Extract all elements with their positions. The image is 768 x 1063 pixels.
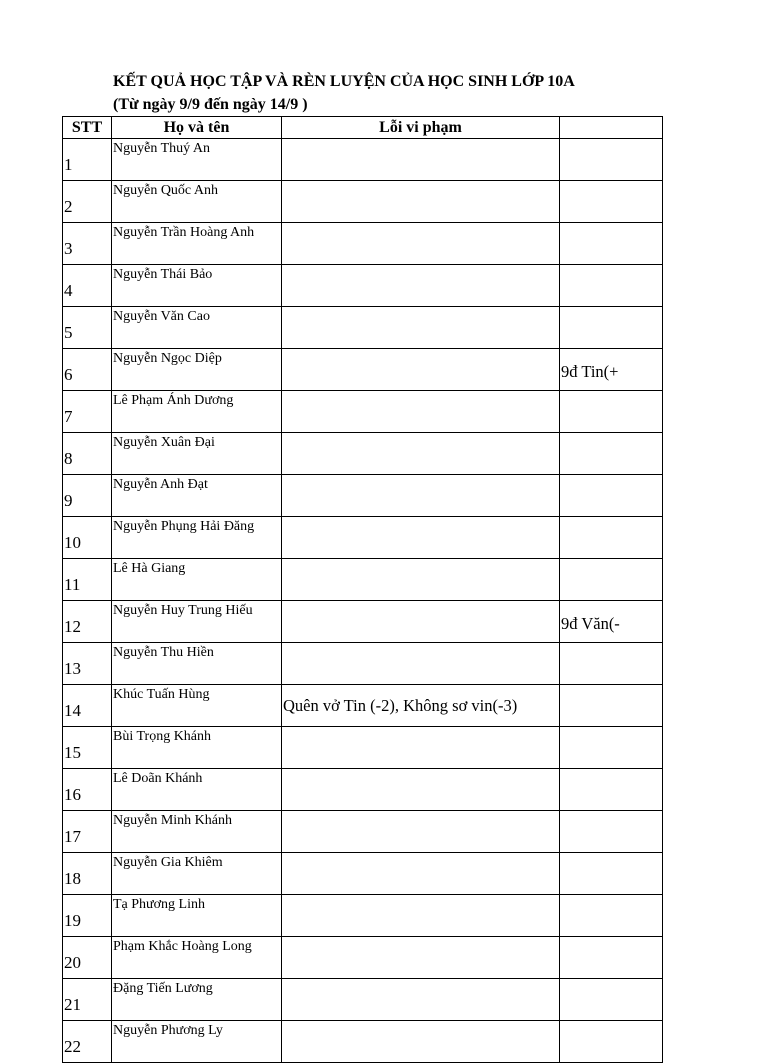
student-name-cell: Nguyễn Quốc Anh <box>112 181 282 223</box>
extra-cell <box>560 433 663 475</box>
extra-cell <box>560 139 663 181</box>
row-number-cell: 2 <box>63 181 112 223</box>
table-row <box>63 979 663 1021</box>
extra-cell <box>560 811 663 853</box>
violation-cell <box>282 307 560 349</box>
table-row <box>63 643 663 685</box>
document-title: KẾT QUẢ HỌC TẬP VÀ RÈN LUYỆN CỦA HỌC SINH LỚP 10A <box>113 73 575 90</box>
violation-cell <box>282 1021 560 1063</box>
student-name-cell: Lê Phạm Ánh Dương <box>112 391 282 433</box>
violation-cell <box>282 181 560 223</box>
row-number-cell: 19 <box>63 895 112 937</box>
row-number-cell: 18 <box>63 853 112 895</box>
table-row <box>63 769 663 811</box>
row-number-cell: 4 <box>63 265 112 307</box>
column-header-violation: Lỗi vi phạm <box>282 117 560 139</box>
violation-cell <box>282 265 560 307</box>
extra-cell <box>560 517 663 559</box>
student-name-cell: Nguyễn Phụng Hải Đăng <box>112 517 282 559</box>
student-name-cell: Nguyễn Thái Bảo <box>112 265 282 307</box>
row-number-cell: 15 <box>63 727 112 769</box>
violation-cell <box>282 643 560 685</box>
extra-cell: 9đ Văn(- <box>560 601 663 643</box>
violation-cell <box>282 517 560 559</box>
extra-cell <box>560 307 663 349</box>
extra-cell <box>560 685 663 727</box>
row-number-cell: 6 <box>63 349 112 391</box>
row-number-cell: 17 <box>63 811 112 853</box>
table-row <box>63 601 663 643</box>
student-name-cell: Nguyễn Minh Khánh <box>112 811 282 853</box>
violation-cell <box>282 349 560 391</box>
violation-cell <box>282 979 560 1021</box>
violation-cell <box>282 559 560 601</box>
table-row <box>63 181 663 223</box>
results-table <box>62 116 663 1063</box>
table-row <box>63 475 663 517</box>
student-name-cell: Lê Doãn Khánh <box>112 769 282 811</box>
table-row <box>63 559 663 601</box>
extra-cell <box>560 265 663 307</box>
row-number-cell: 16 <box>63 769 112 811</box>
violation-cell <box>282 391 560 433</box>
table-row <box>63 895 663 937</box>
row-number-cell: 22 <box>63 1021 112 1063</box>
student-name-cell: Nguyễn Anh Đạt <box>112 475 282 517</box>
student-name-cell: Khúc Tuấn Hùng <box>112 685 282 727</box>
row-number-cell: 13 <box>63 643 112 685</box>
column-header-extra <box>560 117 663 139</box>
violation-cell <box>282 475 560 517</box>
table-row <box>63 811 663 853</box>
table-row <box>63 685 663 727</box>
row-number-cell: 14 <box>63 685 112 727</box>
table-row <box>63 139 663 181</box>
extra-cell <box>560 853 663 895</box>
extra-cell <box>560 475 663 517</box>
student-name-cell: Nguyễn Ngọc Diệp <box>112 349 282 391</box>
extra-cell <box>560 181 663 223</box>
student-name-cell: Nguyễn Văn Cao <box>112 307 282 349</box>
violation-cell <box>282 433 560 475</box>
violation-cell <box>282 853 560 895</box>
extra-cell <box>560 643 663 685</box>
student-name-cell: Nguyễn Thu Hiền <box>112 643 282 685</box>
extra-cell <box>560 559 663 601</box>
row-number-cell: 12 <box>63 601 112 643</box>
row-number-cell: 20 <box>63 937 112 979</box>
table-header-row <box>63 117 663 139</box>
document-subtitle: (Từ ngày 9/9 đến ngày 14/9 ) <box>113 96 308 113</box>
student-name-cell: Nguyễn Thuý An <box>112 139 282 181</box>
violation-cell: Quên vở Tin (-2), Không sơ vin(-3) <box>282 685 560 727</box>
extra-cell: 9đ Tin(+ <box>560 349 663 391</box>
row-number-cell: 1 <box>63 139 112 181</box>
table-row <box>63 853 663 895</box>
table-row <box>63 727 663 769</box>
student-name-cell: Nguyễn Gia Khiêm <box>112 853 282 895</box>
table-row <box>63 307 663 349</box>
violation-cell <box>282 727 560 769</box>
violation-cell <box>282 769 560 811</box>
table-row <box>63 265 663 307</box>
extra-cell <box>560 1021 663 1063</box>
student-name-cell: Nguyễn Xuân Đại <box>112 433 282 475</box>
table-row <box>63 517 663 559</box>
row-number-cell: 5 <box>63 307 112 349</box>
extra-cell <box>560 223 663 265</box>
row-number-cell: 7 <box>63 391 112 433</box>
row-number-cell: 9 <box>63 475 112 517</box>
table-row <box>63 223 663 265</box>
table-row <box>63 433 663 475</box>
column-header-stt: STT <box>63 117 112 139</box>
extra-cell <box>560 727 663 769</box>
student-name-cell: Bùi Trọng Khánh <box>112 727 282 769</box>
violation-cell <box>282 895 560 937</box>
student-name-cell: Nguyễn Trần Hoàng Anh <box>112 223 282 265</box>
table-row <box>63 349 663 391</box>
student-name-cell: Đặng Tiến Lương <box>112 979 282 1021</box>
table-row <box>63 1021 663 1063</box>
table-body <box>63 139 663 1063</box>
row-number-cell: 8 <box>63 433 112 475</box>
extra-cell <box>560 937 663 979</box>
violation-cell <box>282 139 560 181</box>
violation-cell <box>282 811 560 853</box>
violation-cell <box>282 223 560 265</box>
student-name-cell: Nguyễn Phương Ly <box>112 1021 282 1063</box>
extra-cell <box>560 769 663 811</box>
student-name-cell: Phạm Khắc Hoàng Long <box>112 937 282 979</box>
column-header-name: Họ và tên <box>112 117 282 139</box>
violation-cell <box>282 601 560 643</box>
student-name-cell: Nguyễn Huy Trung Hiếu <box>112 601 282 643</box>
row-number-cell: 11 <box>63 559 112 601</box>
extra-cell <box>560 979 663 1021</box>
table-row <box>63 391 663 433</box>
results-table-container <box>62 116 620 1056</box>
extra-cell <box>560 895 663 937</box>
row-number-cell: 21 <box>63 979 112 1021</box>
table-row <box>63 937 663 979</box>
student-name-cell: Tạ Phương Linh <box>112 895 282 937</box>
student-name-cell: Lê Hà Giang <box>112 559 282 601</box>
row-number-cell: 10 <box>63 517 112 559</box>
extra-cell <box>560 391 663 433</box>
violation-cell <box>282 937 560 979</box>
row-number-cell: 3 <box>63 223 112 265</box>
